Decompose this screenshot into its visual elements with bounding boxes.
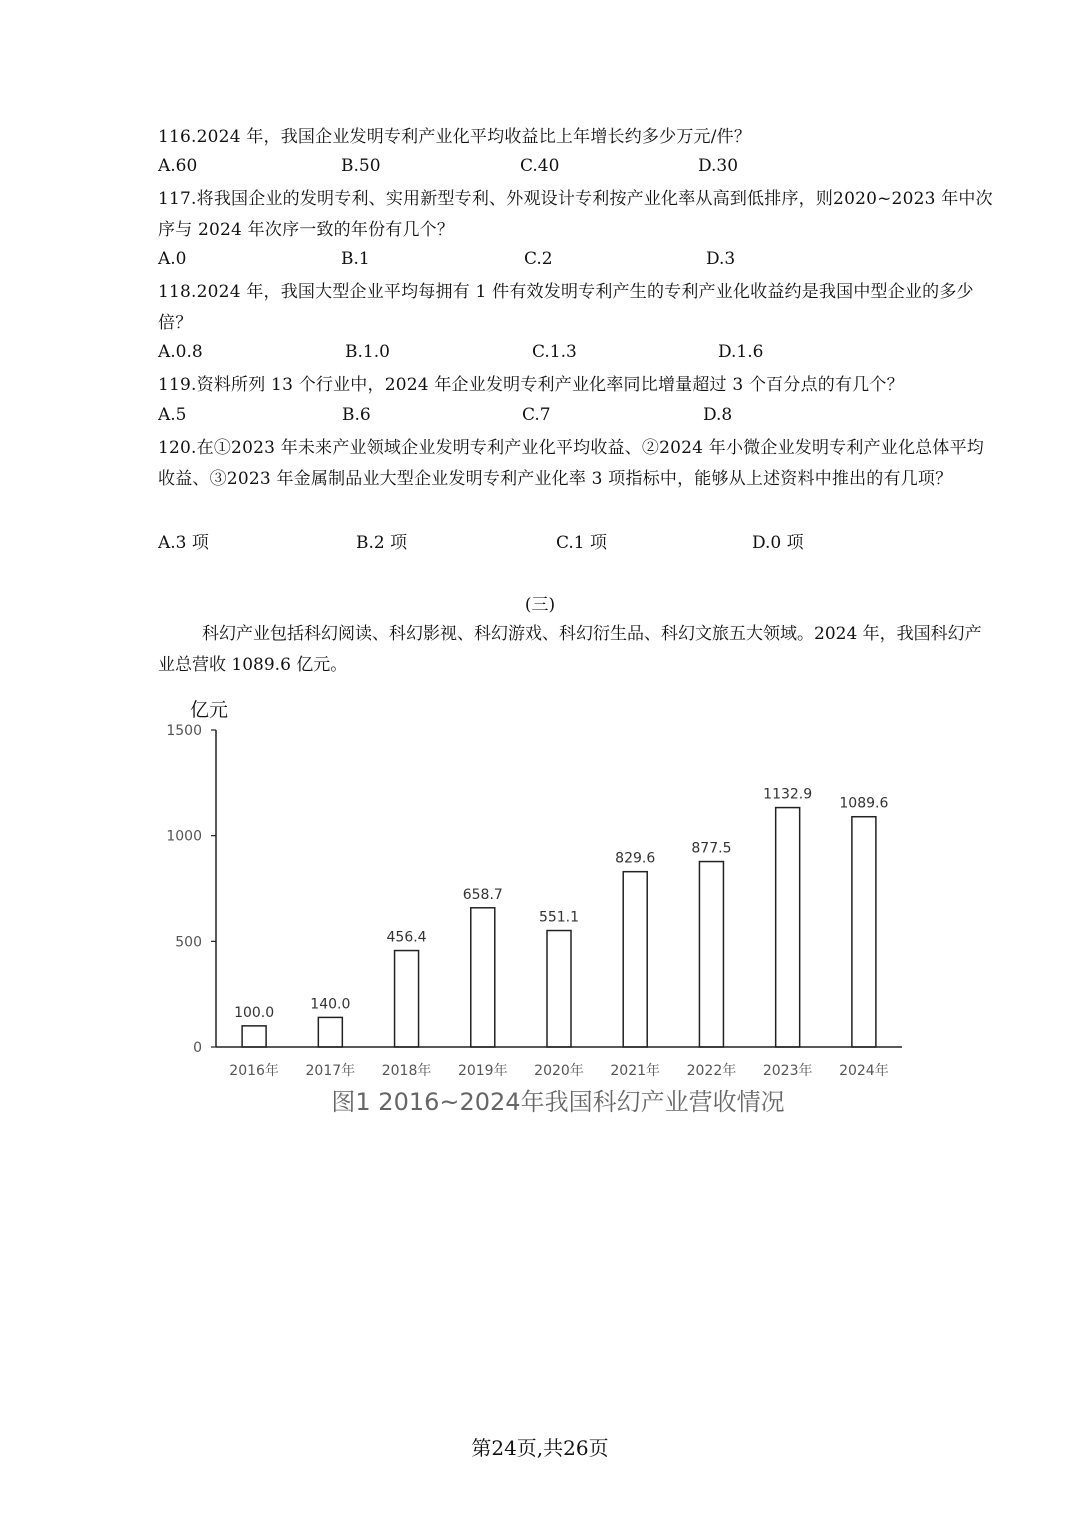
options-117 (158, 249, 998, 277)
bar-2021年 (623, 872, 647, 1047)
section-title: (三) (524, 595, 556, 615)
question-119: 119.资料所列 13 个行业中，2024 年企业发明专利产业化率同比增量超过 3 个百分点的有几个？ (158, 375, 904, 395)
option-d: D.1.6 (718, 342, 764, 362)
option-c: C.1 项 (556, 533, 608, 553)
bar-2019年 (471, 908, 495, 1047)
options-116 (158, 156, 998, 184)
bar-value-label: 100.0 (234, 1004, 275, 1021)
option-d: D.8 (703, 405, 733, 425)
option-d: D.30 (698, 156, 739, 176)
option-d: D.0 项 (752, 533, 804, 553)
chart-svg (150, 690, 930, 1130)
options-120 (158, 528, 998, 556)
option-a: A.5 (158, 405, 187, 425)
option-c: C.7 (522, 405, 551, 425)
option-b: B.1.0 (345, 342, 390, 362)
option-a: A.0 (158, 249, 187, 269)
bar-value-label: 551.1 (538, 909, 580, 926)
question-117: 117.将我国企业的发明专利、实用新型专利、外观设计专利按产业化率从高到低排序，则2020~2023 年中次序与 2024 年次序一致的年份有几个？ (158, 189, 993, 240)
options-118 (158, 342, 998, 370)
bar-value-label: 1089.6 (839, 795, 889, 812)
x-tick-label: 2024年 (839, 1063, 889, 1079)
x-tick-label: 2022年 (686, 1063, 737, 1079)
bar-value-label: 829.6 (615, 850, 656, 867)
option-a: A.0.8 (158, 342, 203, 362)
bar-2017年 (318, 1017, 342, 1047)
bar-2022年 (699, 862, 723, 1047)
bar-value-label: 877.5 (691, 840, 732, 857)
bar-value-label: 140.0 (310, 996, 351, 1013)
bars (234, 787, 888, 1047)
option-c: C.2 (524, 249, 553, 269)
option-c: C.40 (520, 156, 560, 176)
x-tick-label: 2017年 (305, 1063, 356, 1079)
option-a: A.60 (158, 156, 198, 176)
chart-title: 图1 2016~2024年我国科幻产业营收情况 (331, 1088, 785, 1116)
option-a: A.3 项 (158, 533, 209, 553)
option-b: B.1 (341, 249, 370, 269)
x-tick-label: 2018年 (381, 1063, 432, 1079)
y-tick-label: 500 (175, 934, 202, 951)
question-118: 118.2024 年，我国大型企业平均每拥有 1 件有效发明专利产生的专利产业化收益约是我国中型企业的多少倍？ (158, 282, 974, 333)
bar-value-label: 456.4 (386, 929, 427, 946)
bar-2023年 (776, 808, 800, 1047)
bar-value-label: 1132.9 (763, 786, 813, 803)
y-tick-label: 1500 (166, 723, 202, 739)
y-tick-label: 1000 (166, 828, 202, 845)
question-116: 116.2024 年，我国企业发明专利产业化平均收益比上年增长约多少万元/件？ (158, 127, 752, 147)
bar-value-label: 658.7 (462, 886, 503, 903)
y-axis-unit-label: 亿元 (190, 699, 229, 721)
question-120: 120.在①2023 年未来产业领域企业发明专利产业化平均收益、②2024 年小微企业发明专利产业化总体平均收益、③2023 年金属制品业大型企业发明专利产业化率 3 项指标中，能够从上述资料中推出的有几项？ (158, 438, 984, 489)
x-tick-label: 2016年 (229, 1063, 279, 1079)
y-axis (166, 723, 216, 1056)
option-b: B.50 (341, 156, 381, 176)
bar-2016年 (242, 1026, 266, 1047)
x-tick-label: 2019年 (457, 1063, 508, 1079)
option-d: D.3 (706, 249, 736, 269)
x-tick-label: 2020年 (534, 1063, 584, 1079)
x-axis (216, 1047, 902, 1079)
revenue-bar-chart (150, 690, 930, 1130)
option-b: B.6 (342, 405, 371, 425)
page-number-footer: 第24页,共26页 (471, 1436, 609, 1460)
bar-2018年 (395, 951, 419, 1047)
option-c: C.1.3 (532, 342, 577, 362)
option-b: B.2 项 (356, 533, 408, 553)
y-tick-label: 0 (193, 1040, 202, 1056)
section-intro: 科幻产业包括科幻阅读、科幻影视、科幻游戏、科幻衍生品、科幻文旅五大领域。2024 年，我国科幻产业总营收 1089.6 亿元。 (158, 624, 982, 675)
x-tick-label: 2021年 (610, 1063, 661, 1079)
bar-2024年 (852, 817, 876, 1047)
options-119 (158, 405, 998, 433)
bar-2020年 (547, 931, 571, 1047)
x-tick-label: 2023年 (762, 1063, 813, 1079)
